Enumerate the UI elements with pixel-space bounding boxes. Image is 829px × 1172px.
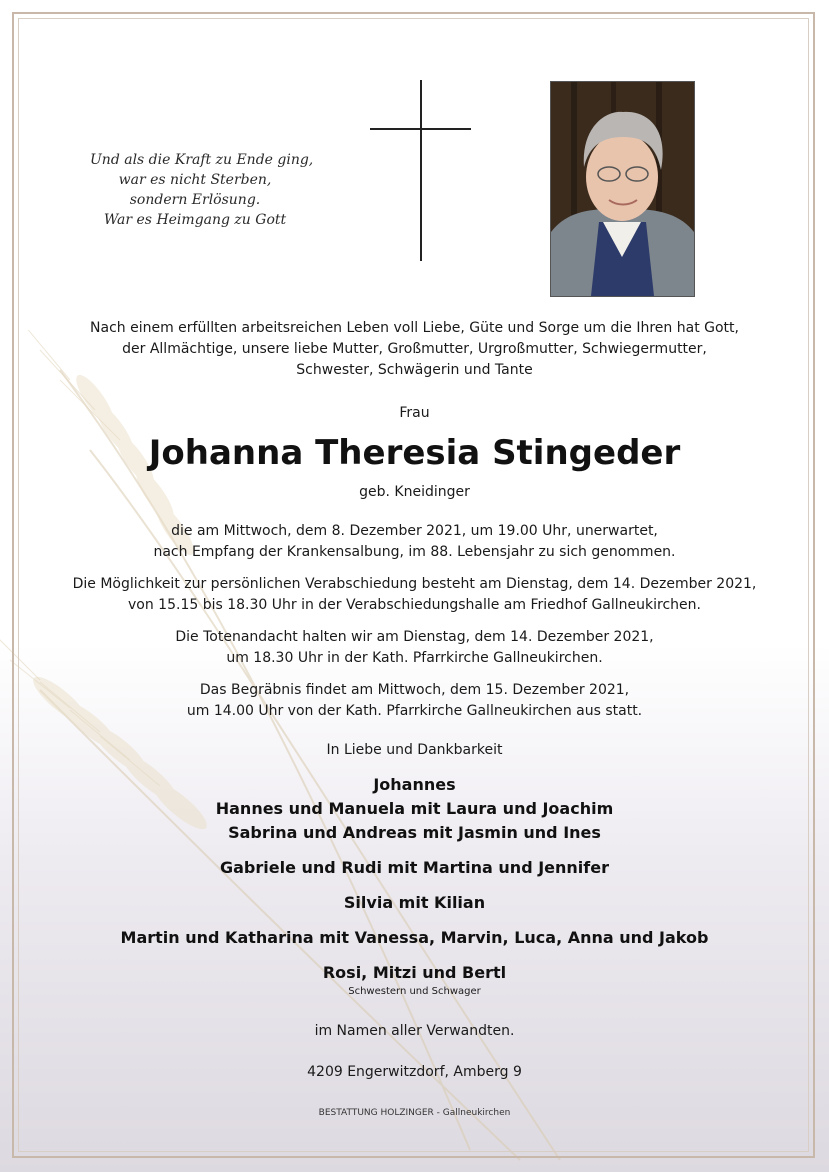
- obituary-content: [30, 318, 799, 1128]
- funeral-line: um 14.00 Uhr von der Kath. Pfarrkirche Gallneukirchen aus statt.: [186, 703, 643, 719]
- farewell-info: [30, 574, 799, 616]
- mourners-group-2: Gabriele und Rudi mit Martina und Jennifer: [220, 858, 609, 877]
- mourner-line: Sabrina und Andreas mit Jasmin und Ines: [228, 823, 601, 842]
- mourner-line: Johannes: [373, 775, 456, 794]
- mourner-line: Hannes und Manuela mit Laura und Joachim: [215, 799, 614, 818]
- intro-text: [30, 318, 799, 381]
- funeral-info: [30, 680, 799, 722]
- intro-line: der Allmächtige, unsere liebe Mutter, Großmutter, Urgroßmutter, Schwiegermutter,: [122, 341, 707, 357]
- intro-line: Nach einem erfüllten arbeitsreichen Leben voll Liebe, Güte und Sorge um die Ihren hat Gott,: [90, 320, 739, 336]
- birth-name: geb. Kneidinger: [359, 484, 470, 500]
- poem-line: war es nicht Sterben,: [118, 172, 272, 188]
- mourners-group-5-note: Schwestern und Schwager: [348, 986, 481, 997]
- funeral-line: Das Begräbnis findet am Mittwoch, dem 15. Dezember 2021,: [199, 682, 630, 698]
- poem-line: sondern Erlösung.: [129, 192, 261, 208]
- poem-line: Und als die Kraft zu Ende ging,: [90, 152, 314, 168]
- closing-line: In Liebe und Dankbarkeit: [326, 742, 503, 758]
- mourners-group-4: Martin und Katharina mit Vanessa, Marvin, Luca, Anna und Jakob: [120, 928, 709, 947]
- portrait-photo: [550, 81, 695, 297]
- poem-line: War es Heimgang zu Gott: [103, 212, 287, 228]
- farewell-line: Die Möglichkeit zur persönlichen Verabschiedung besteht am Dienstag, dem 14. Dezember 2021,: [72, 576, 757, 592]
- mourners-group-1: [30, 773, 799, 845]
- vigil-line: um 18.30 Uhr in der Kath. Pfarrkirche Gallneukirchen.: [226, 650, 603, 666]
- death-notice: [30, 521, 799, 563]
- vigil-line: Die Totenandacht halten wir am Dienstag, dem 14. Dezember 2021,: [175, 629, 654, 645]
- poem: [90, 150, 314, 230]
- death-notice-line: nach Empfang der Krankensalbung, im 88. Lebensjahr zu sich genommen.: [153, 544, 676, 560]
- vigil-info: [30, 627, 799, 669]
- mourners-group-5: Rosi, Mitzi und Bertl: [322, 963, 507, 982]
- cross-icon: [370, 80, 471, 261]
- address: 4209 Engerwitzdorf, Amberg 9: [307, 1064, 522, 1080]
- death-notice-line: die am Mittwoch, dem 8. Dezember 2021, um 19.00 Uhr, unerwartet,: [171, 523, 658, 539]
- intro-line: Schwester, Schwägerin und Tante: [296, 362, 533, 378]
- mourners-group-3: Silvia mit Kilian: [343, 893, 486, 912]
- deceased-name: Johanna Theresia Stingeder: [148, 433, 681, 473]
- relatives-line: im Namen aller Verwandten.: [314, 1023, 515, 1039]
- farewell-line: von 15.15 bis 18.30 Uhr in der Verabschiedungshalle am Friedhof Gallneukirchen.: [128, 597, 701, 613]
- funeral-home-footer: BESTATTUNG HOLZINGER - Gallneukirchen: [318, 1108, 511, 1118]
- salutation: Frau: [399, 405, 430, 421]
